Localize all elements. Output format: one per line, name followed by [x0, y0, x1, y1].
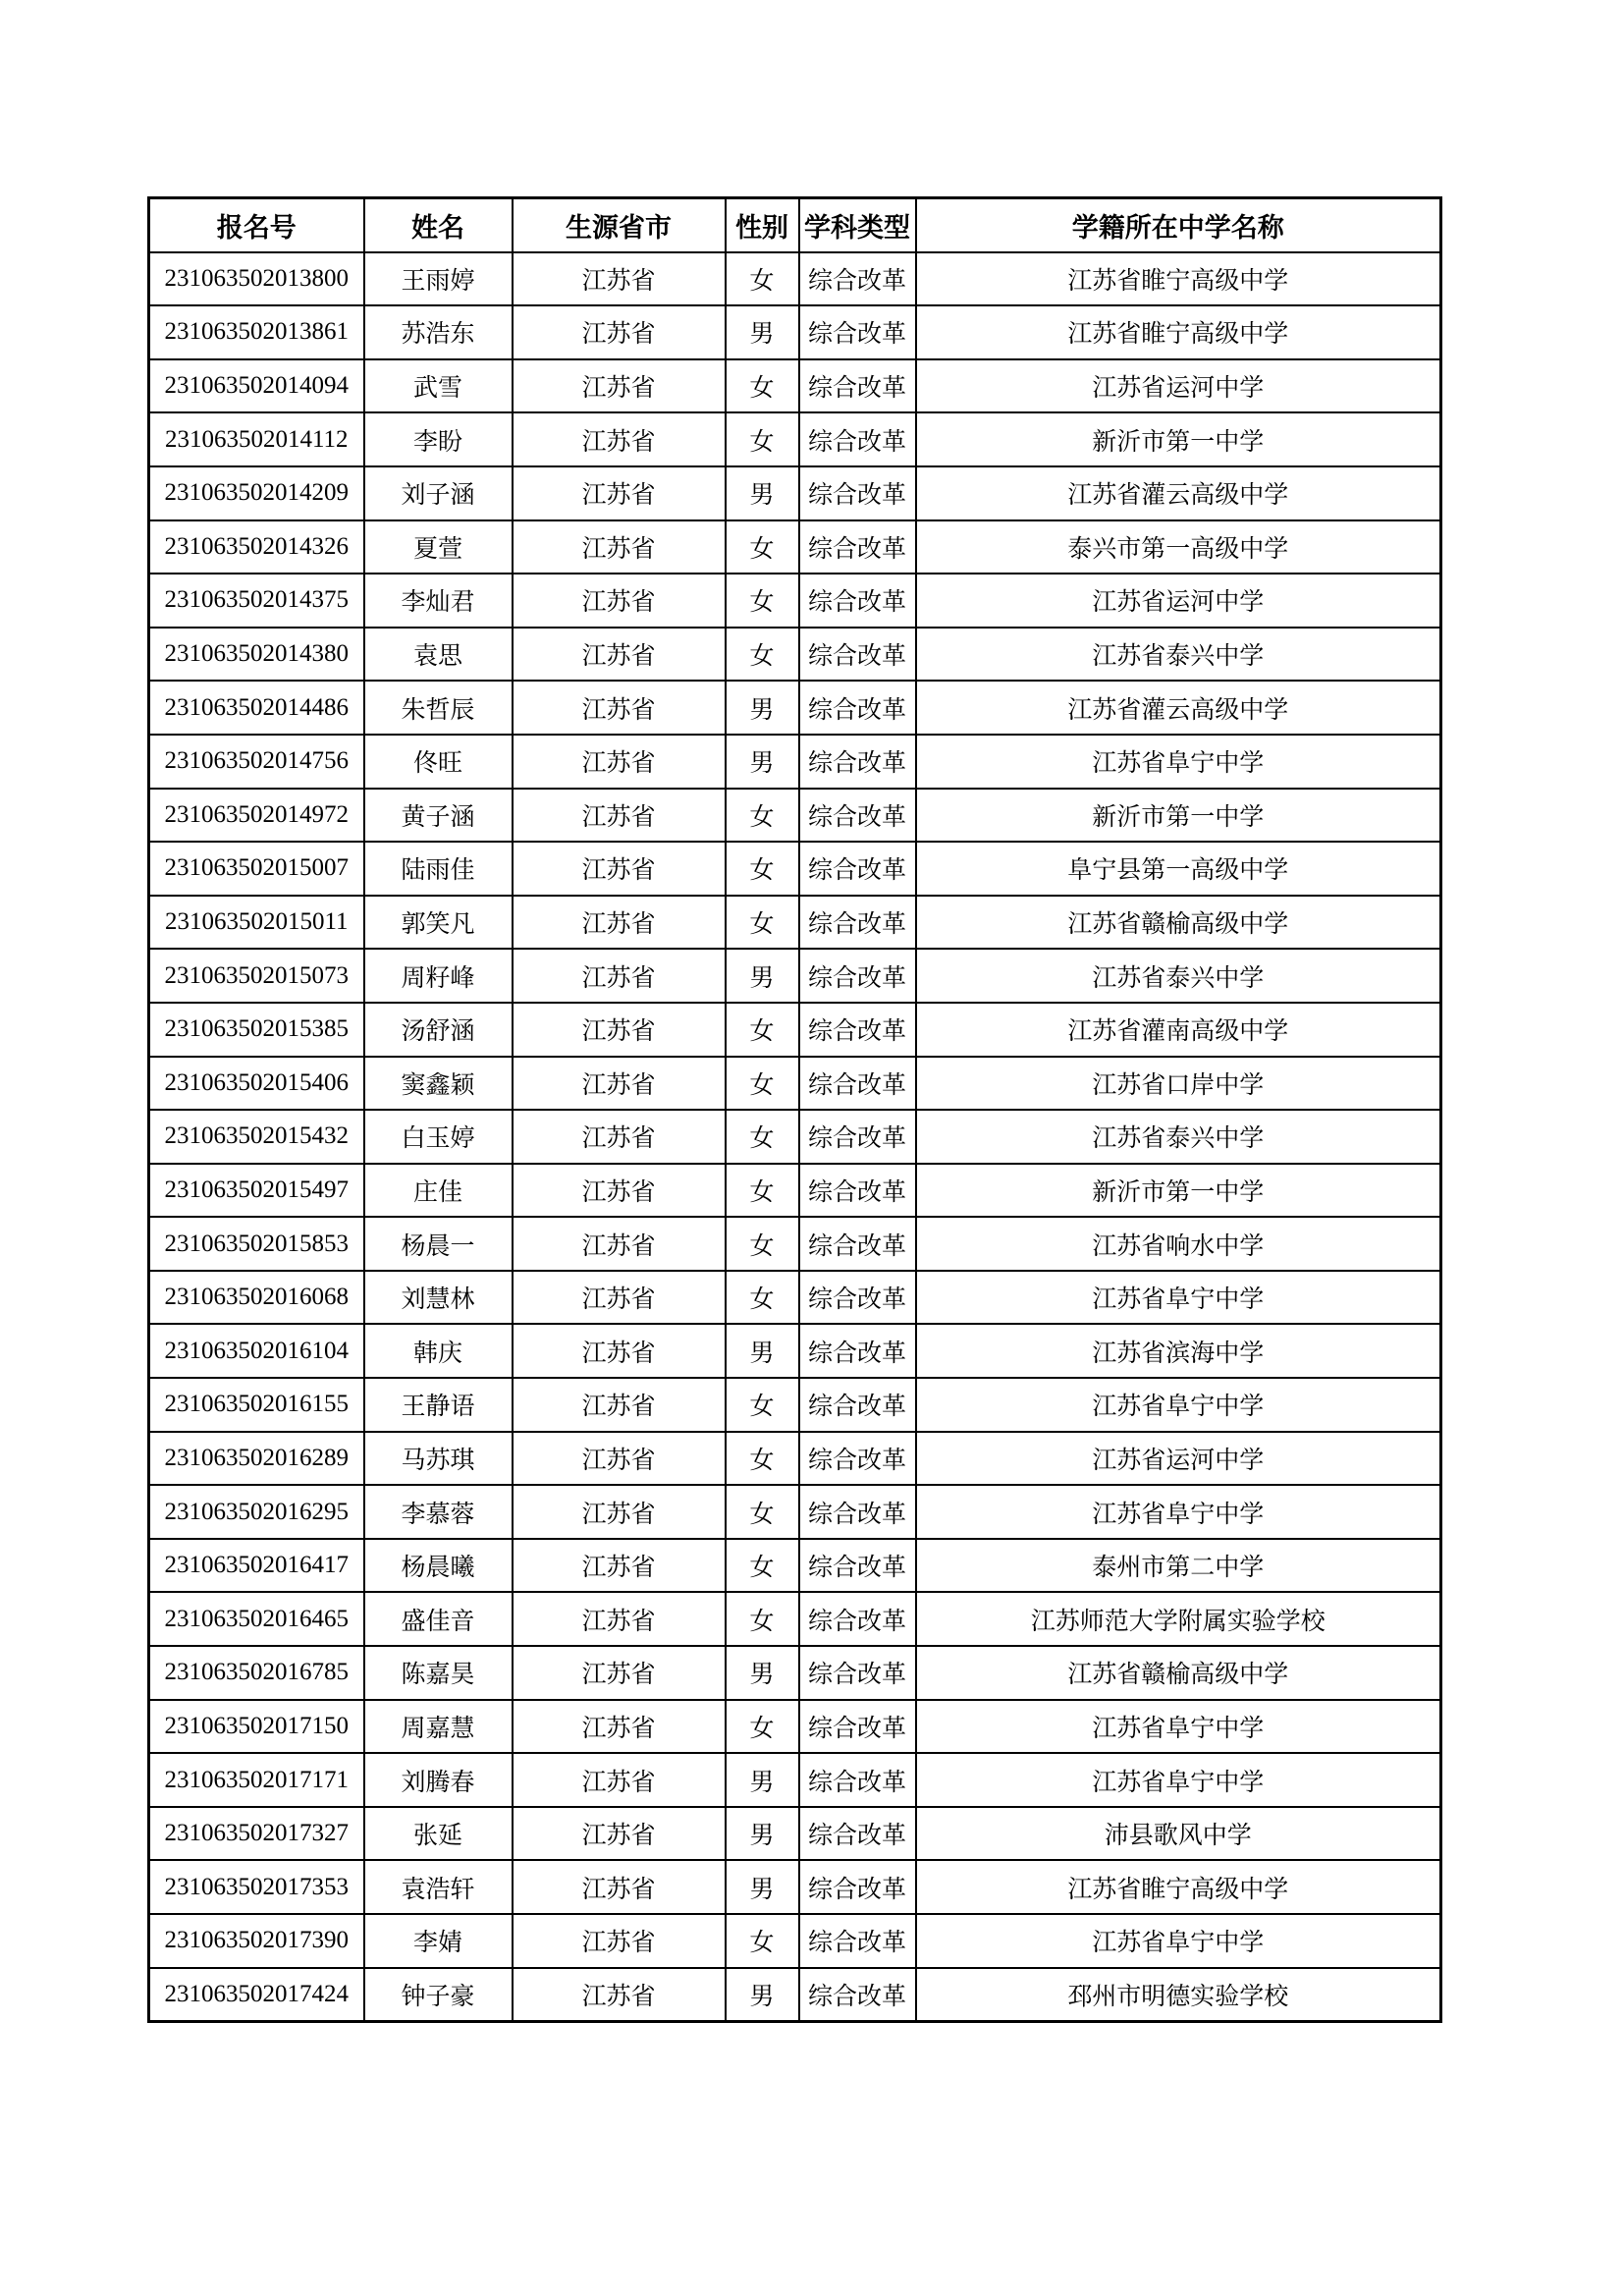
gender-cell: 男	[726, 466, 799, 520]
school-name-cell: 江苏省睢宁高级中学	[916, 252, 1441, 306]
name-cell: 韩庆	[364, 1324, 513, 1378]
school-name-cell: 江苏省口岸中学	[916, 1057, 1441, 1111]
subject-type-cell: 综合改革	[799, 1860, 916, 1914]
table-row	[149, 1378, 1441, 1432]
registration-number-cell: 231063502015497	[149, 1164, 364, 1218]
table-row	[149, 789, 1441, 843]
name-cell: 刘子涵	[364, 466, 513, 520]
subject-type-cell: 综合改革	[799, 1700, 916, 1754]
subject-type-cell: 综合改革	[799, 412, 916, 466]
subject-type-cell: 综合改革	[799, 1914, 916, 1968]
gender-cell: 女	[726, 1110, 799, 1164]
school-name-cell: 江苏省睢宁高级中学	[916, 305, 1441, 359]
name-cell: 佟旺	[364, 735, 513, 789]
name-cell: 郭笑凡	[364, 896, 513, 950]
name-cell: 汤舒涵	[364, 1003, 513, 1057]
name-cell: 钟子豪	[364, 1968, 513, 2022]
table-row	[149, 628, 1441, 682]
school-name-cell: 江苏省运河中学	[916, 1432, 1441, 1486]
registration-number-cell: 231063502015385	[149, 1003, 364, 1057]
school-name-cell: 江苏省泰兴中学	[916, 1110, 1441, 1164]
gender-cell: 女	[726, 412, 799, 466]
province-cell: 江苏省	[513, 574, 726, 628]
table-row	[149, 1860, 1441, 1914]
province-cell: 江苏省	[513, 1485, 726, 1539]
subject-type-cell: 综合改革	[799, 574, 916, 628]
registration-number-cell: 231063502014326	[149, 520, 364, 574]
registration-number-cell: 231063502015432	[149, 1110, 364, 1164]
registration-number-cell: 231063502017150	[149, 1700, 364, 1754]
province-cell: 江苏省	[513, 305, 726, 359]
school-name-cell: 新沂市第一中学	[916, 789, 1441, 843]
province-cell: 江苏省	[513, 359, 726, 413]
registration-number-cell: 231063502016465	[149, 1592, 364, 1646]
subject-type-cell: 综合改革	[799, 1271, 916, 1325]
name-cell: 王雨婷	[364, 252, 513, 306]
school-name-cell: 江苏省灌云高级中学	[916, 466, 1441, 520]
province-cell: 江苏省	[513, 1003, 726, 1057]
province-cell: 江苏省	[513, 1378, 726, 1432]
registration-number-cell: 231063502013800	[149, 252, 364, 306]
gender-cell: 女	[726, 1164, 799, 1218]
name-cell: 窦鑫颖	[364, 1057, 513, 1111]
subject-type-cell: 综合改革	[799, 466, 916, 520]
province-cell: 江苏省	[513, 735, 726, 789]
gender-cell: 女	[726, 1271, 799, 1325]
school-name-cell: 江苏省阜宁中学	[916, 1914, 1441, 1968]
gender-cell: 女	[726, 896, 799, 950]
name-cell: 白玉婷	[364, 1110, 513, 1164]
gender-cell: 男	[726, 1753, 799, 1807]
table-row	[149, 1753, 1441, 1807]
name-cell: 马苏琪	[364, 1432, 513, 1486]
name-cell: 王静语	[364, 1378, 513, 1432]
registration-number-cell: 231063502014094	[149, 359, 364, 413]
table-row	[149, 1057, 1441, 1111]
table-row	[149, 681, 1441, 735]
subject-type-cell: 综合改革	[799, 1378, 916, 1432]
gender-cell: 女	[726, 1057, 799, 1111]
province-cell: 江苏省	[513, 1646, 726, 1700]
subject-type-cell: 综合改革	[799, 1324, 916, 1378]
name-cell: 李婧	[364, 1914, 513, 1968]
registration-number-cell: 231063502017327	[149, 1807, 364, 1861]
province-cell: 江苏省	[513, 466, 726, 520]
table-row	[149, 305, 1441, 359]
registration-number-cell: 231063502016068	[149, 1271, 364, 1325]
province-cell: 江苏省	[513, 1914, 726, 1968]
province-cell: 江苏省	[513, 520, 726, 574]
gender-cell: 女	[726, 252, 799, 306]
name-cell: 周籽峰	[364, 949, 513, 1003]
subject-type-cell: 综合改革	[799, 1217, 916, 1271]
table-row	[149, 1324, 1441, 1378]
registration-number-cell: 231063502016104	[149, 1324, 364, 1378]
name-cell: 李盼	[364, 412, 513, 466]
table-row	[149, 1807, 1441, 1861]
table-row	[149, 1003, 1441, 1057]
header-name: 姓名	[364, 198, 513, 252]
table-row	[149, 1646, 1441, 1700]
school-name-cell: 江苏省阜宁中学	[916, 1700, 1441, 1754]
school-name-cell: 江苏省赣榆高级中学	[916, 1646, 1441, 1700]
province-cell: 江苏省	[513, 1432, 726, 1486]
province-cell: 江苏省	[513, 1753, 726, 1807]
name-cell: 武雪	[364, 359, 513, 413]
roster-table	[147, 196, 1442, 2023]
table-row	[149, 1110, 1441, 1164]
gender-cell: 男	[726, 1646, 799, 1700]
gender-cell: 女	[726, 574, 799, 628]
registration-number-cell: 231063502015007	[149, 842, 364, 896]
name-cell: 袁浩轩	[364, 1860, 513, 1914]
subject-type-cell: 综合改革	[799, 305, 916, 359]
table-row	[149, 466, 1441, 520]
subject-type-cell: 综合改革	[799, 1485, 916, 1539]
province-cell: 江苏省	[513, 1110, 726, 1164]
header-subject-type: 学科类型	[799, 198, 916, 252]
gender-cell: 男	[726, 1324, 799, 1378]
registration-number-cell: 231063502015073	[149, 949, 364, 1003]
table-row	[149, 1539, 1441, 1593]
table-row	[149, 1217, 1441, 1271]
registration-number-cell: 231063502017390	[149, 1914, 364, 1968]
gender-cell: 女	[726, 1539, 799, 1593]
school-name-cell: 江苏省阜宁中学	[916, 735, 1441, 789]
registration-number-cell: 231063502014972	[149, 789, 364, 843]
header-school-name: 学籍所在中学名称	[916, 198, 1441, 252]
school-name-cell: 江苏省泰兴中学	[916, 949, 1441, 1003]
province-cell: 江苏省	[513, 1271, 726, 1325]
subject-type-cell: 综合改革	[799, 520, 916, 574]
registration-number-cell: 231063502016289	[149, 1432, 364, 1486]
table-row	[149, 359, 1441, 413]
subject-type-cell: 综合改革	[799, 1646, 916, 1700]
gender-cell: 女	[726, 1700, 799, 1754]
table-row	[149, 1592, 1441, 1646]
registration-number-cell: 231063502016417	[149, 1539, 364, 1593]
table-row	[149, 1700, 1441, 1754]
name-cell: 李慕蓉	[364, 1485, 513, 1539]
school-name-cell: 江苏省泰兴中学	[916, 628, 1441, 682]
school-name-cell: 江苏省运河中学	[916, 574, 1441, 628]
subject-type-cell: 综合改革	[799, 789, 916, 843]
subject-type-cell: 综合改革	[799, 896, 916, 950]
header-gender: 性别	[726, 198, 799, 252]
province-cell: 江苏省	[513, 628, 726, 682]
registration-number-cell: 231063502017171	[149, 1753, 364, 1807]
subject-type-cell: 综合改革	[799, 1003, 916, 1057]
gender-cell: 女	[726, 359, 799, 413]
subject-type-cell: 综合改革	[799, 1592, 916, 1646]
name-cell: 刘慧林	[364, 1271, 513, 1325]
school-name-cell: 沛县歌风中学	[916, 1807, 1441, 1861]
school-name-cell: 新沂市第一中学	[916, 1164, 1441, 1218]
subject-type-cell: 综合改革	[799, 1539, 916, 1593]
gender-cell: 男	[726, 305, 799, 359]
registration-number-cell: 231063502014486	[149, 681, 364, 735]
table-row	[149, 1164, 1441, 1218]
registration-number-cell: 231063502016295	[149, 1485, 364, 1539]
registration-number-cell: 231063502014209	[149, 466, 364, 520]
registration-number-cell: 231063502014375	[149, 574, 364, 628]
name-cell: 盛佳音	[364, 1592, 513, 1646]
registration-number-cell: 231063502014112	[149, 412, 364, 466]
table-row	[149, 735, 1441, 789]
subject-type-cell: 综合改革	[799, 1110, 916, 1164]
gender-cell: 男	[726, 1860, 799, 1914]
province-cell: 江苏省	[513, 1057, 726, 1111]
name-cell: 苏浩东	[364, 305, 513, 359]
province-cell: 江苏省	[513, 896, 726, 950]
school-name-cell: 江苏省阜宁中学	[916, 1753, 1441, 1807]
province-cell: 江苏省	[513, 681, 726, 735]
school-name-cell: 江苏省灌云高级中学	[916, 681, 1441, 735]
table-row	[149, 896, 1441, 950]
registration-number-cell: 231063502015853	[149, 1217, 364, 1271]
gender-cell: 女	[726, 1432, 799, 1486]
subject-type-cell: 综合改革	[799, 842, 916, 896]
subject-type-cell: 综合改革	[799, 1164, 916, 1218]
registration-number-cell: 231063502014756	[149, 735, 364, 789]
subject-type-cell: 综合改革	[799, 1753, 916, 1807]
school-name-cell: 江苏省滨海中学	[916, 1324, 1441, 1378]
province-cell: 江苏省	[513, 1700, 726, 1754]
table-row	[149, 252, 1441, 306]
name-cell: 杨晨曦	[364, 1539, 513, 1593]
province-cell: 江苏省	[513, 842, 726, 896]
header-province: 生源省市	[513, 198, 726, 252]
table-row	[149, 1968, 1441, 2022]
subject-type-cell: 综合改革	[799, 1432, 916, 1486]
name-cell: 张延	[364, 1807, 513, 1861]
gender-cell: 男	[726, 681, 799, 735]
province-cell: 江苏省	[513, 1324, 726, 1378]
school-name-cell: 江苏省阜宁中学	[916, 1378, 1441, 1432]
table-row	[149, 1271, 1441, 1325]
name-cell: 朱哲辰	[364, 681, 513, 735]
table-row	[149, 1485, 1441, 1539]
roster-body	[149, 252, 1441, 2022]
subject-type-cell: 综合改革	[799, 1968, 916, 2022]
name-cell: 刘腾春	[364, 1753, 513, 1807]
table-row	[149, 574, 1441, 628]
name-cell: 夏萱	[364, 520, 513, 574]
gender-cell: 女	[726, 628, 799, 682]
school-name-cell: 江苏省灌南高级中学	[916, 1003, 1441, 1057]
gender-cell: 女	[726, 789, 799, 843]
school-name-cell: 阜宁县第一高级中学	[916, 842, 1441, 896]
name-cell: 黄子涵	[364, 789, 513, 843]
registration-number-cell: 231063502013861	[149, 305, 364, 359]
header-registration-number: 报名号	[149, 198, 364, 252]
table-row	[149, 412, 1441, 466]
gender-cell: 女	[726, 1217, 799, 1271]
registration-number-cell: 231063502016155	[149, 1378, 364, 1432]
subject-type-cell: 综合改革	[799, 359, 916, 413]
subject-type-cell: 综合改革	[799, 735, 916, 789]
gender-cell: 女	[726, 1003, 799, 1057]
school-name-cell: 江苏省阜宁中学	[916, 1485, 1441, 1539]
subject-type-cell: 综合改革	[799, 252, 916, 306]
gender-cell: 男	[726, 949, 799, 1003]
province-cell: 江苏省	[513, 1860, 726, 1914]
registration-number-cell: 231063502016785	[149, 1646, 364, 1700]
subject-type-cell: 综合改革	[799, 628, 916, 682]
gender-cell: 男	[726, 735, 799, 789]
school-name-cell: 泰兴市第一高级中学	[916, 520, 1441, 574]
gender-cell: 男	[726, 1807, 799, 1861]
school-name-cell: 新沂市第一中学	[916, 412, 1441, 466]
table-row	[149, 1432, 1441, 1486]
table-row	[149, 520, 1441, 574]
name-cell: 杨晨一	[364, 1217, 513, 1271]
gender-cell: 女	[726, 1485, 799, 1539]
gender-cell: 男	[726, 1968, 799, 2022]
gender-cell: 女	[726, 1592, 799, 1646]
province-cell: 江苏省	[513, 412, 726, 466]
province-cell: 江苏省	[513, 1539, 726, 1593]
province-cell: 江苏省	[513, 789, 726, 843]
registration-number-cell: 231063502017424	[149, 1968, 364, 2022]
school-name-cell: 江苏省赣榆高级中学	[916, 896, 1441, 950]
registration-number-cell: 231063502014380	[149, 628, 364, 682]
gender-cell: 女	[726, 842, 799, 896]
table-row	[149, 842, 1441, 896]
name-cell: 周嘉慧	[364, 1700, 513, 1754]
name-cell: 陆雨佳	[364, 842, 513, 896]
school-name-cell: 江苏省运河中学	[916, 359, 1441, 413]
registration-number-cell: 231063502017353	[149, 1860, 364, 1914]
province-cell: 江苏省	[513, 949, 726, 1003]
province-cell: 江苏省	[513, 1968, 726, 2022]
school-name-cell: 江苏省睢宁高级中学	[916, 1860, 1441, 1914]
province-cell: 江苏省	[513, 1592, 726, 1646]
header-row	[149, 198, 1441, 252]
name-cell: 袁思	[364, 628, 513, 682]
registration-number-cell: 231063502015406	[149, 1057, 364, 1111]
subject-type-cell: 综合改革	[799, 949, 916, 1003]
school-name-cell: 泰州市第二中学	[916, 1539, 1441, 1593]
name-cell: 陈嘉昊	[364, 1646, 513, 1700]
table-row	[149, 949, 1441, 1003]
province-cell: 江苏省	[513, 252, 726, 306]
province-cell: 江苏省	[513, 1807, 726, 1861]
subject-type-cell: 综合改革	[799, 1057, 916, 1111]
province-cell: 江苏省	[513, 1164, 726, 1218]
registration-number-cell: 231063502015011	[149, 896, 364, 950]
school-name-cell: 江苏省响水中学	[916, 1217, 1441, 1271]
province-cell: 江苏省	[513, 1217, 726, 1271]
name-cell: 庄佳	[364, 1164, 513, 1218]
school-name-cell: 江苏省阜宁中学	[916, 1271, 1441, 1325]
subject-type-cell: 综合改革	[799, 681, 916, 735]
school-name-cell: 江苏师范大学附属实验学校	[916, 1592, 1441, 1646]
name-cell: 李灿君	[364, 574, 513, 628]
gender-cell: 女	[726, 1914, 799, 1968]
subject-type-cell: 综合改革	[799, 1807, 916, 1861]
table-row	[149, 1914, 1441, 1968]
school-name-cell: 邳州市明德实验学校	[916, 1968, 1441, 2022]
gender-cell: 女	[726, 520, 799, 574]
gender-cell: 女	[726, 1378, 799, 1432]
